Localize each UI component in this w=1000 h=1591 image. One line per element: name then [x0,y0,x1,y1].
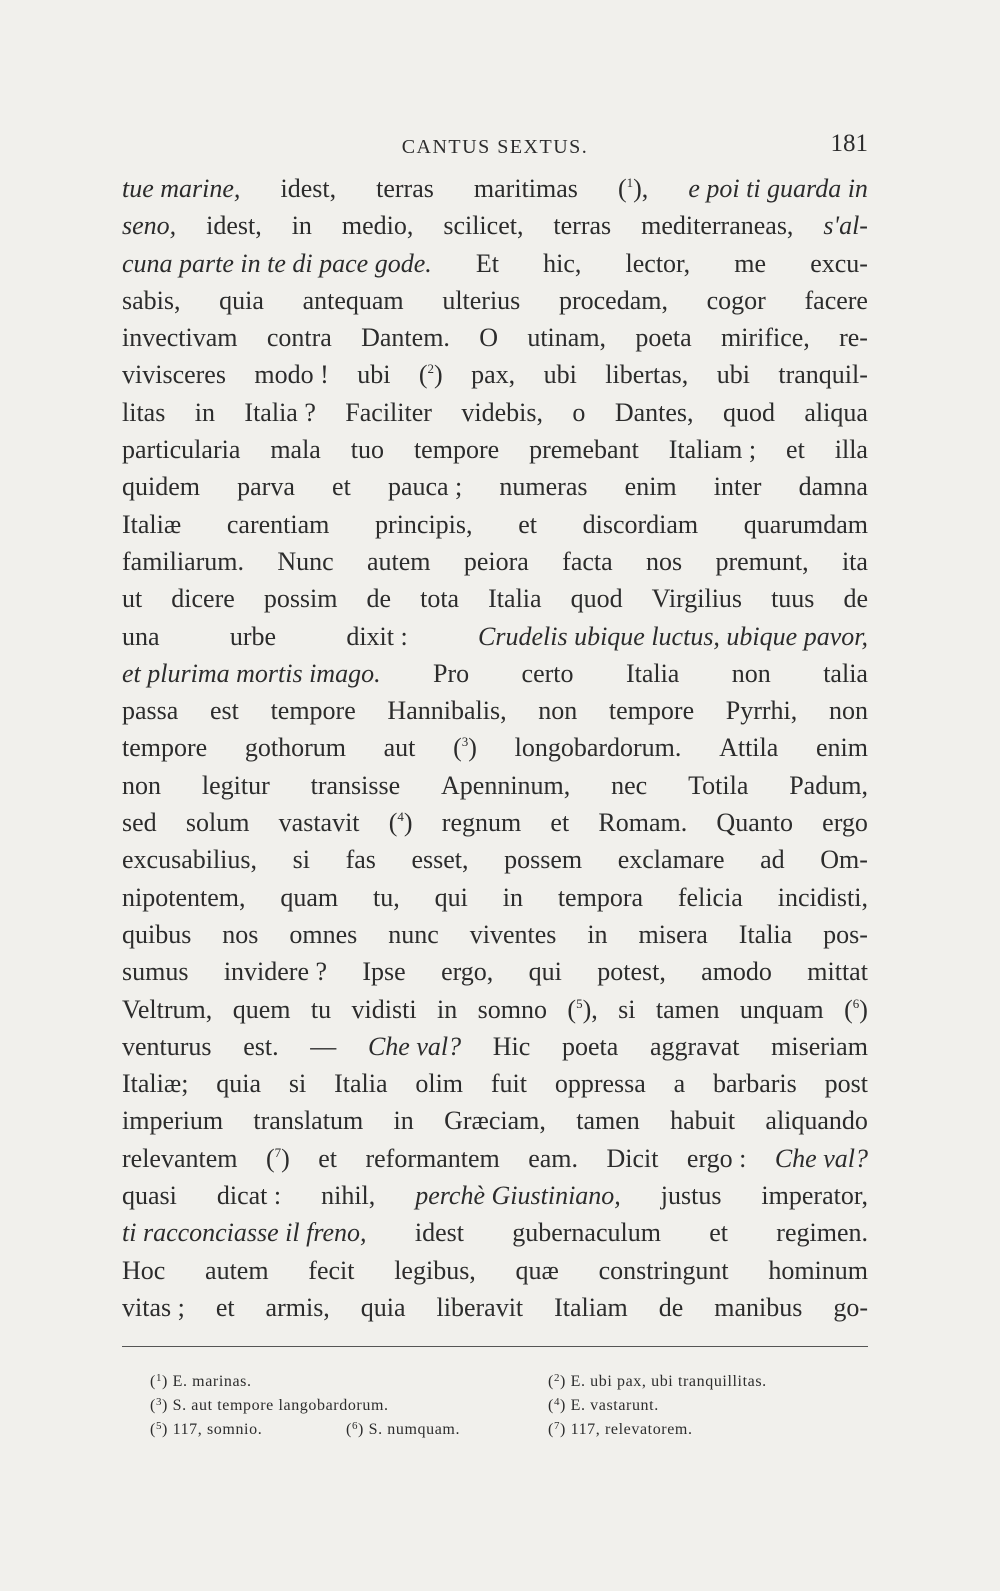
word: Hoc [122,1255,166,1285]
word: premebant [529,435,639,465]
word: habuit [670,1106,736,1136]
word: in [291,211,312,241]
word: si [618,994,636,1024]
word: Hic [492,1031,531,1061]
word: potest, [597,957,666,987]
text-line [122,655,868,692]
word: in [194,397,215,427]
word: dixit : [346,621,408,651]
word: felicia [677,882,743,912]
text-line [122,1065,868,1102]
word: et [709,1218,729,1248]
text-line [122,916,868,953]
word: ubi [357,360,391,390]
word: ubi [543,360,577,390]
word: invidere ? [223,957,328,987]
footnote-1: ($^1$) E. marinas. [150,1372,252,1390]
word: venturus [122,1031,212,1061]
text-line [122,1252,868,1289]
running-head-title: CANTUS SEXTUS. [401,136,589,158]
italic-quote: Crudelis ubique luctus, ubique pavor, [478,621,868,651]
word: quidem [122,472,200,502]
word: legibus, [394,1255,476,1285]
text-line [122,394,868,431]
word: poeta [562,1031,619,1061]
italic-quote: ti racconciasse il freno, [122,1218,367,1248]
word: Italia ? [244,397,316,427]
word: tempore [413,435,500,465]
word: tamen [576,1106,640,1136]
word: quæ [515,1255,559,1285]
word: tranquil- [778,360,868,390]
word: est [210,696,239,726]
word: et [215,1292,235,1322]
word: videbis, [461,397,543,427]
footnote-ref: ($^1$), [617,174,649,203]
text-line [122,879,868,916]
word: quia [360,1292,406,1322]
text-line [122,1028,868,1065]
word: pos- [823,919,868,949]
word: tu, [373,882,400,912]
word: hic, [543,248,582,278]
footnote-number: 7 [553,1420,561,1432]
word: premunt, [715,546,809,576]
text-line [122,1289,868,1326]
italic-quote: seno, [122,211,177,241]
word: amodo [701,957,772,987]
text-line [122,1177,868,1214]
word: — [310,1031,337,1061]
word: non [122,770,161,800]
word: ita [841,546,868,576]
word: Romam. [598,808,688,838]
footnote-row [150,1390,870,1414]
footnote-row [150,1366,870,1390]
footnote-number: 1 [155,1372,163,1384]
word: principis, [375,509,473,539]
word: non [538,696,578,726]
word: autem [367,546,431,576]
word: quarumdam [743,509,868,539]
body-text [122,170,868,1326]
footnote-number: 3 [155,1396,163,1408]
word: Virgilius [651,584,743,614]
word: miseriam [771,1031,868,1061]
word: si [292,845,310,875]
word: Apenninum, [441,770,571,800]
word: si [288,1069,307,1099]
text-line [122,692,868,729]
word: inter [713,472,762,502]
word: post [824,1069,868,1099]
word: scilicet, [443,211,524,241]
running-head [122,128,868,164]
word: armis, [265,1292,330,1322]
text-line [122,245,868,282]
footnote-number: 2 [553,1372,561,1384]
footnote-ref: ($^7$) [265,1143,290,1173]
word: particularia [122,435,241,465]
word: ad [760,845,785,875]
word: fas [345,845,376,875]
word: terras [553,211,612,241]
text-line [122,953,868,990]
word: nunc [388,919,439,949]
page-number: 181 [830,130,868,157]
word: medio, [341,211,414,241]
word: urbe [229,621,277,651]
word: quia [216,1069,262,1099]
word: Italiæ; [122,1069,189,1099]
word: vidisti [351,994,417,1024]
word: litas [122,397,166,427]
footnote-ref: ($^4$) [388,808,413,838]
word: a [673,1069,686,1099]
word: tota [420,584,460,614]
word: utinam, [527,323,607,353]
word: re- [839,323,868,353]
word: vitas ; [122,1292,185,1322]
word: sumus [122,957,189,987]
text-line [122,1214,868,1251]
word: Et [475,248,499,278]
italic-quote: Che val? [774,1143,868,1173]
word: autem [205,1255,269,1285]
word: olim [415,1069,464,1099]
word: mala [270,435,321,465]
word: Ipse [362,957,406,987]
word: in [436,994,458,1024]
word: una [122,621,160,651]
word: procedam, [558,285,668,315]
word: de [366,584,392,614]
word: Padum, [789,770,868,800]
word: vivisceres [122,360,226,390]
word: ergo : [686,1143,747,1173]
word: non [731,658,771,688]
footnote-number: 5 [155,1420,163,1432]
italic-quote: Che val? [367,1031,462,1061]
word: in [393,1106,414,1136]
word: ubi [716,360,750,390]
word: constringunt [598,1255,729,1285]
word: illa [834,435,868,465]
italic-quote: tue marine, [122,174,241,203]
word: possim [263,584,338,614]
word: unquam [739,994,824,1024]
word: ut [122,584,143,614]
italic-quote: e poi ti guarda in [688,174,868,203]
footnote-6: ($^6$) S. numquam. [346,1420,461,1438]
word: aut [383,733,416,763]
italic-quote: s'al- [823,211,868,241]
word: tuus [771,584,815,614]
word: relevantem [122,1143,238,1173]
text-line [122,1102,868,1139]
word: dicere [171,584,235,614]
word: sabis, [122,285,181,315]
text-line [122,804,868,841]
footnote-text: S. numquam. [368,1421,461,1438]
word: talia [823,658,868,688]
word: imperator, [761,1181,868,1211]
word: et [518,509,537,539]
footnote-ref: ($^3$) [453,733,477,763]
word: regnum [441,808,522,838]
text-line [122,767,868,804]
text-line [122,618,868,655]
word: vastavit [278,808,360,838]
word: Nunc [277,546,334,576]
word: Pro [433,658,470,688]
word: mediterraneas, [641,211,794,241]
word: ergo, [441,957,494,987]
word: quem [232,994,291,1024]
word: Faciliter [345,397,432,427]
text-line [122,431,868,468]
word: solum [185,808,250,838]
word: Dicit [606,1143,659,1173]
word: reformantem [365,1143,500,1173]
word: poeta [635,323,692,353]
footnote-number: 6 [351,1420,359,1432]
text-line [122,170,868,207]
word: familiarum. [122,546,245,576]
word: damna [798,472,868,502]
word: nos [646,546,683,576]
footnote-ref: ($^5$), [567,994,598,1024]
word: barbaris [713,1069,797,1099]
footnote-text: S. aut tempore langobardorum. [172,1397,389,1414]
footnote-rule [122,1346,868,1347]
footnote-7: ($^7$) 117, relevatorem. [548,1420,693,1438]
word: carentiam [226,509,330,539]
word: liberavit [436,1292,524,1322]
word: parva [237,472,295,502]
word: o [572,397,586,427]
word: Italiæ [122,509,182,539]
text-line [122,729,868,766]
word: Totila [688,770,749,800]
word: terras [376,174,434,203]
word: idest [414,1218,464,1248]
text-line [122,543,868,580]
word: sed [122,808,157,838]
word: in [587,919,608,949]
word: esset, [411,845,469,875]
word: Pyrrhi, [725,696,798,726]
word: quia [219,285,264,315]
footnote-row [150,1414,870,1438]
italic-quote: perchè Giustiniano, [415,1181,621,1211]
footnote-5: ($^5$) 117, somnio. [150,1420,263,1438]
word: longobardorum. [514,733,682,763]
word: facta [562,546,613,576]
word: et [550,808,570,838]
word: translatum [253,1106,364,1136]
word: antequam [302,285,404,315]
word: Græciam, [444,1106,546,1136]
word: ulterius [442,285,521,315]
word: dicat : [216,1181,282,1211]
text-line [122,1140,868,1177]
footnote-text: E. vastarunt. [570,1397,659,1414]
word: qui [434,882,468,912]
word: fecit [308,1255,355,1285]
word: legitur [201,770,270,800]
word: O [479,323,499,353]
word: excu- [810,248,868,278]
word: manibus [714,1292,803,1322]
word: contra [266,323,332,353]
word: pauca ; [387,472,463,502]
word: Om- [820,845,868,875]
word: Italia [625,658,680,688]
word: discordiam [582,509,699,539]
word: peiora [463,546,529,576]
word: nihil, [321,1181,376,1211]
word: nos [222,919,259,949]
word: tempore [270,696,356,726]
footnote-2: ($^2$) E. ubi pax, ubi tranquillitas. [548,1372,767,1390]
word: tempora [557,882,644,912]
word: Dantem. [361,323,450,353]
word: libertas, [605,360,689,390]
word: Italiam [554,1292,628,1322]
word: tempore [122,733,208,763]
word: est. [243,1031,279,1061]
word: hominum [768,1255,868,1285]
word: tu [310,994,332,1024]
word: tempore [608,696,695,726]
word: de [843,584,868,614]
text-line [122,207,868,244]
footnote-3: ($^3$) S. aut tempore langobardorum. [150,1396,389,1414]
word: quod [722,397,775,427]
word: aggravat [649,1031,740,1061]
word: passa [122,696,179,726]
text-line [122,282,868,319]
text-line [122,356,868,393]
word: enim [815,733,868,763]
text-line [122,319,868,356]
word: et [318,1143,338,1173]
word: Italiam ; [668,435,757,465]
word: tuo [350,435,385,465]
word: Veltrum, [122,994,213,1024]
word: transisse [310,770,401,800]
word: aliquando [765,1106,868,1136]
footnote-ref: ($^6$) [844,994,868,1024]
italic-quote: cuna parte in te di pace gode. [122,248,432,278]
word: possem [504,845,583,875]
word: fuit [490,1069,527,1099]
word: et [332,472,351,502]
word: somno [477,994,547,1024]
text-line [122,991,868,1028]
word: invectivam [122,323,238,353]
word: viventes [469,919,557,949]
word: facere [804,285,868,315]
word: imperium [122,1106,224,1136]
footnote-text: E. marinas. [172,1373,252,1390]
text-line [122,506,868,543]
text-line [122,468,868,505]
word: mirifice, [720,323,810,353]
word: Quanto [716,808,793,838]
word: maritimas [473,174,578,203]
word: Attila [719,733,779,763]
word: qui [528,957,562,987]
word: Dantes, [614,397,694,427]
word: aliqua [804,397,868,427]
word: numeras [499,472,588,502]
footnote-4: ($^4$) E. vastarunt. [548,1396,659,1414]
word: lector, [625,248,691,278]
footnote-text: E. ubi pax, ubi tranquillitas. [570,1373,767,1390]
word: misera [638,919,708,949]
footnote-number: 4 [553,1396,561,1408]
word: enim [624,472,677,502]
word: quibus [122,919,192,949]
italic-quote: et plurima mortis imago. [122,658,381,688]
word: mittat [807,957,868,987]
word: de [658,1292,684,1322]
word: modo ! [254,360,329,390]
footnotes [150,1366,870,1438]
word: nec [611,770,648,800]
word: certo [521,658,574,688]
footnote-text: 117, somnio. [172,1421,263,1438]
text-line [122,580,868,617]
word: non [828,696,868,726]
word: in [502,882,523,912]
text-line [122,841,868,878]
word: Italia [488,584,542,614]
word: tamen [655,994,720,1024]
word: excusabilius, [122,845,258,875]
word: pax, [471,360,516,390]
word: idest, [280,174,337,203]
word: Italia [334,1069,388,1099]
word: justus [660,1181,722,1211]
word: quam [280,882,339,912]
word: regimen. [776,1218,868,1248]
word: Hannibalis, [387,696,507,726]
word: gothorum [244,733,346,763]
word: quod [570,584,623,614]
word: Italia [738,919,793,949]
word: oppressa [554,1069,646,1099]
word: cogor [706,285,766,315]
word: exclamare [617,845,725,875]
word: nipotentem, [122,882,246,912]
word: et [786,435,805,465]
word: omnes [289,919,358,949]
word: incidisti, [777,882,868,912]
word: quasi [122,1181,177,1211]
word: idest, [206,211,262,241]
word: gubernaculum [512,1218,661,1248]
word: go- [833,1292,868,1322]
word: eam. [528,1143,578,1173]
footnote-ref: ($^2$) [418,360,443,390]
word: ergo [822,808,868,838]
word: me [734,248,767,278]
footnote-text: 117, relevatorem. [570,1421,693,1438]
